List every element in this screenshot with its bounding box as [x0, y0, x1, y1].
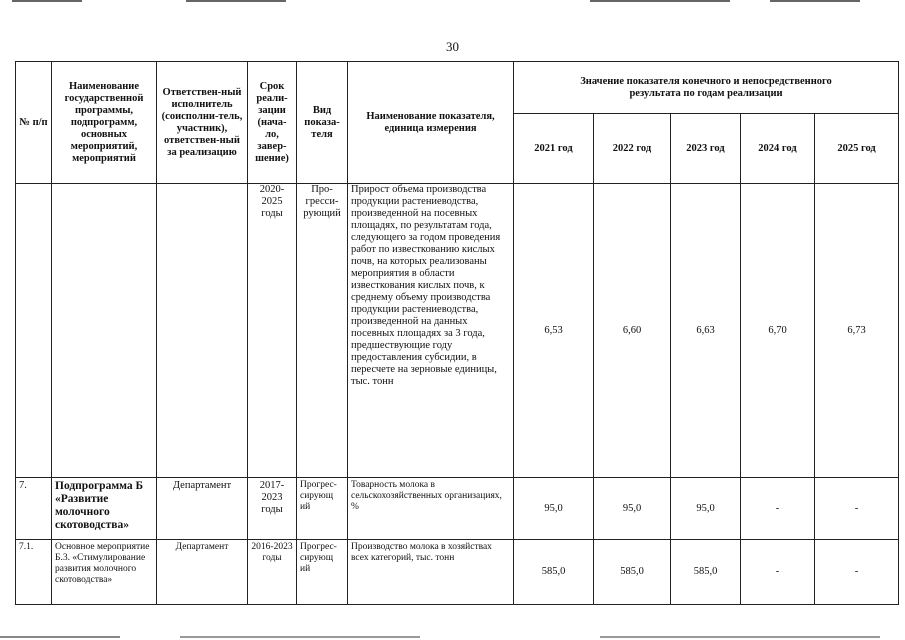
cell-value: - [815, 478, 899, 540]
cell-indicator: Производство молока в хозяйствах всех категорий, тыс. тонн [348, 540, 514, 605]
scan-edge-mark [590, 0, 730, 2]
cell-value: 95,0 [514, 478, 594, 540]
scan-edge-mark [600, 636, 880, 638]
cell-name: Подпрограмма Б «Развитие молочного скотоводства» [52, 478, 157, 540]
header-year: 2024 год [741, 114, 815, 184]
header-num: № п/п [16, 62, 52, 184]
table-row [16, 478, 899, 540]
header-year: 2022 год [594, 114, 671, 184]
scan-edge-mark [770, 0, 860, 2]
cell-value: 95,0 [594, 478, 671, 540]
cell-responsible [157, 184, 248, 478]
cell-value: 6,60 [594, 184, 671, 478]
cell-name: Основное мероприятие Б.3. «Стимулирование развития молочного скотоводства» [52, 540, 157, 605]
cell-term: 2017-2023 годы [248, 478, 297, 540]
scan-edge-mark [0, 636, 120, 638]
cell-type: Прогрес-сирующ ий [297, 540, 348, 605]
cell-value: - [741, 478, 815, 540]
cell-indicator: Товарность молока в сельскохозяйственных организациях, % [348, 478, 514, 540]
cell-num [16, 184, 52, 478]
cell-value: 6,73 [815, 184, 899, 478]
cell-value: 585,0 [594, 540, 671, 605]
cell-value: 585,0 [671, 540, 741, 605]
indicators-table [15, 61, 899, 605]
cell-value: 585,0 [514, 540, 594, 605]
scan-edge-mark [12, 0, 82, 2]
scan-edge-mark [180, 636, 420, 638]
table-row [16, 540, 899, 605]
cell-term: 2020-2025 годы [248, 184, 297, 478]
header-indicator: Наименование показателя, единица измерения [348, 62, 514, 184]
header-year: 2021 год [514, 114, 594, 184]
cell-num: 7. [16, 478, 52, 540]
header-name: Наименование государственной программы, подпрограмм, основных мероприятий, мероприятий [52, 62, 157, 184]
header-year: 2023 год [671, 114, 741, 184]
cell-value: 6,63 [671, 184, 741, 478]
header-type: Вид показа-теля [297, 62, 348, 184]
cell-value: 6,53 [514, 184, 594, 478]
header-term: Срок реали-зации (нача-ло, завер-шение) [248, 62, 297, 184]
header-responsible: Ответствен-ный исполнитель (соисполни-тель, участник), ответствен-ный за реализацию [157, 62, 248, 184]
cell-num: 7.1. [16, 540, 52, 605]
table-row [16, 184, 899, 478]
cell-value: - [815, 540, 899, 605]
cell-term: 2016-2023 годы [248, 540, 297, 605]
header-values-group: Значение показателя конечного и непосредственного результата по годам реализации [514, 62, 899, 114]
header-year: 2025 год [815, 114, 899, 184]
cell-value: 95,0 [671, 478, 741, 540]
cell-responsible: Департамент [157, 540, 248, 605]
page-number: 30 [446, 39, 459, 54]
cell-name [52, 184, 157, 478]
cell-type: Про-гресси-рующий [297, 184, 348, 478]
cell-value: - [741, 540, 815, 605]
cell-type: Прогрес-сирующ ий [297, 478, 348, 540]
cell-value: 6,70 [741, 184, 815, 478]
table-header-row [16, 62, 899, 114]
cell-indicator: Прирост объема производства продукции растениеводства, произведенной на посевных площадях, по результатам года, следующего за годом проведения работ по известкованию кислых почв, на которых реализованы мероприятия в области известкования кислых почв, к среднему объему производства продукции растениеводства, произведенной на данных посевных площадях за 3 года, предшествующие году предоставления субсидии, в пересчете на зерновые единицы, тыс. тонн [348, 184, 514, 478]
cell-responsible: Департамент [157, 478, 248, 540]
scan-edge-mark [186, 0, 286, 2]
